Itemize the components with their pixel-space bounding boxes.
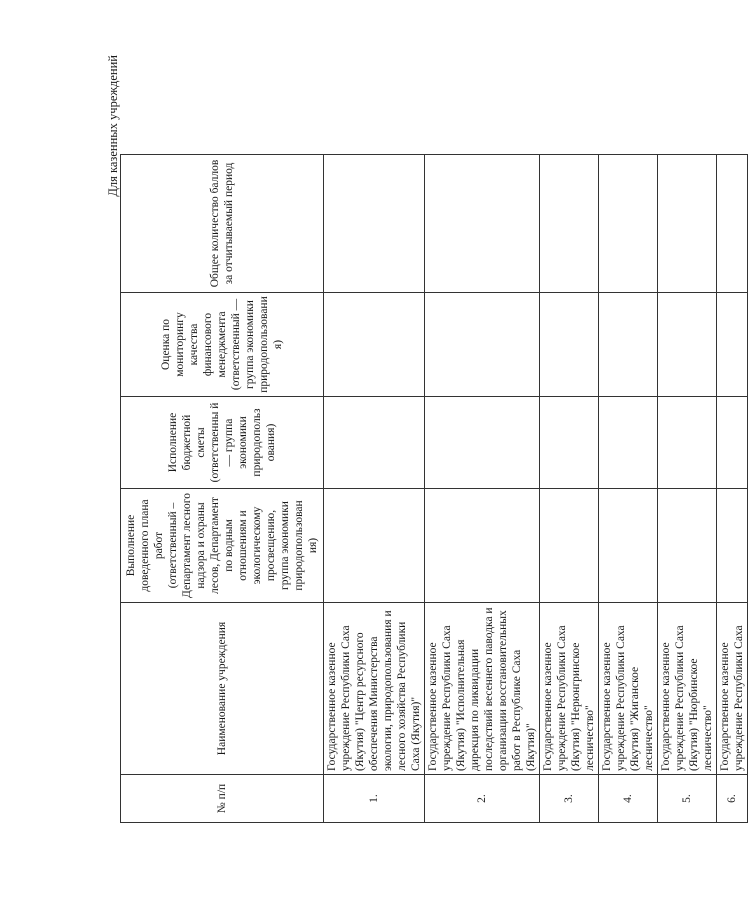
header-budget: Исполнение бюджетной сметы (ответственны й — группа экономики природопольз ования) <box>121 397 324 489</box>
table-row <box>540 155 599 823</box>
total-score-cell <box>324 155 425 293</box>
header-total: Общее количество баллов за отчитываемый период <box>121 155 324 293</box>
header-num: № п/п <box>121 775 324 823</box>
table-row <box>324 155 425 823</box>
budget-score-cell <box>599 397 658 489</box>
total-score-cell <box>425 155 540 293</box>
table-row <box>599 155 658 823</box>
budget-score-cell <box>658 397 717 489</box>
row-number: 5. <box>658 775 717 823</box>
header-row <box>121 155 324 823</box>
table-row <box>717 155 748 823</box>
institution-name: Государственное казенное учреждение Республики Саха (Якутия) "Центр ресурсного обеспечения Министерства экологии, природопользования и лесного хозяйства Республики Саха (Якутия)" <box>324 603 425 775</box>
plan-score-cell <box>540 489 599 603</box>
quality-score-cell <box>324 293 425 397</box>
quality-score-cell <box>540 293 599 397</box>
table-row <box>658 155 717 823</box>
institution-name: Государственное казенное учреждение Республики Саха <box>717 603 748 775</box>
budget-score-cell <box>324 397 425 489</box>
institution-name: Государственное казенное учреждение Республики Саха (Якутия) "Исполнительная дирекция по ликвидации последствий весеннего паводка и организации восстановительных работ в Республике Саха (Якутия)" <box>425 603 540 775</box>
quality-score-cell <box>658 293 717 397</box>
quality-score-cell <box>425 293 540 397</box>
header-plan: Выполнение доведенного плана работ (ответственный – Департамент лесного надзора и охраны лесов, Департамент по водным отношениям и экологическому просвещению, группа экономики природопользован ия) <box>121 489 324 603</box>
plan-score-cell <box>717 489 748 603</box>
header-name: Наименование учреждения <box>121 603 324 775</box>
header-quality: Оценка по мониторингу качества финансового менеджмента (ответственный — группа экономики природопользовани я) <box>121 293 324 397</box>
plan-score-cell <box>658 489 717 603</box>
table-caption: Для казенных учреждений <box>106 55 120 197</box>
total-score-cell <box>540 155 599 293</box>
quality-score-cell <box>717 293 748 397</box>
table-row <box>425 155 540 823</box>
total-score-cell <box>599 155 658 293</box>
quality-score-cell <box>599 293 658 397</box>
row-number: 3. <box>540 775 599 823</box>
institutions-table <box>120 154 748 823</box>
plan-score-cell <box>425 489 540 603</box>
row-number: 1. <box>324 775 425 823</box>
total-score-cell <box>658 155 717 293</box>
budget-score-cell <box>717 397 748 489</box>
plan-score-cell <box>324 489 425 603</box>
row-number: 6. <box>717 775 748 823</box>
total-score-cell <box>717 155 748 293</box>
budget-score-cell <box>540 397 599 489</box>
institution-name: Государственное казенное учреждение Республики Саха (Якутия) "Жиганское лесничество" <box>599 603 658 775</box>
plan-score-cell <box>599 489 658 603</box>
row-number: 4. <box>599 775 658 823</box>
institution-name: Государственное казенное учреждение Республики Саха (Якутия) "Нерюнгринское лесничество" <box>540 603 599 775</box>
budget-score-cell <box>425 397 540 489</box>
row-number: 2. <box>425 775 540 823</box>
institution-name: Государственное казенное учреждение Республики Саха (Якутия) "Нюрбинское лесничество" <box>658 603 717 775</box>
